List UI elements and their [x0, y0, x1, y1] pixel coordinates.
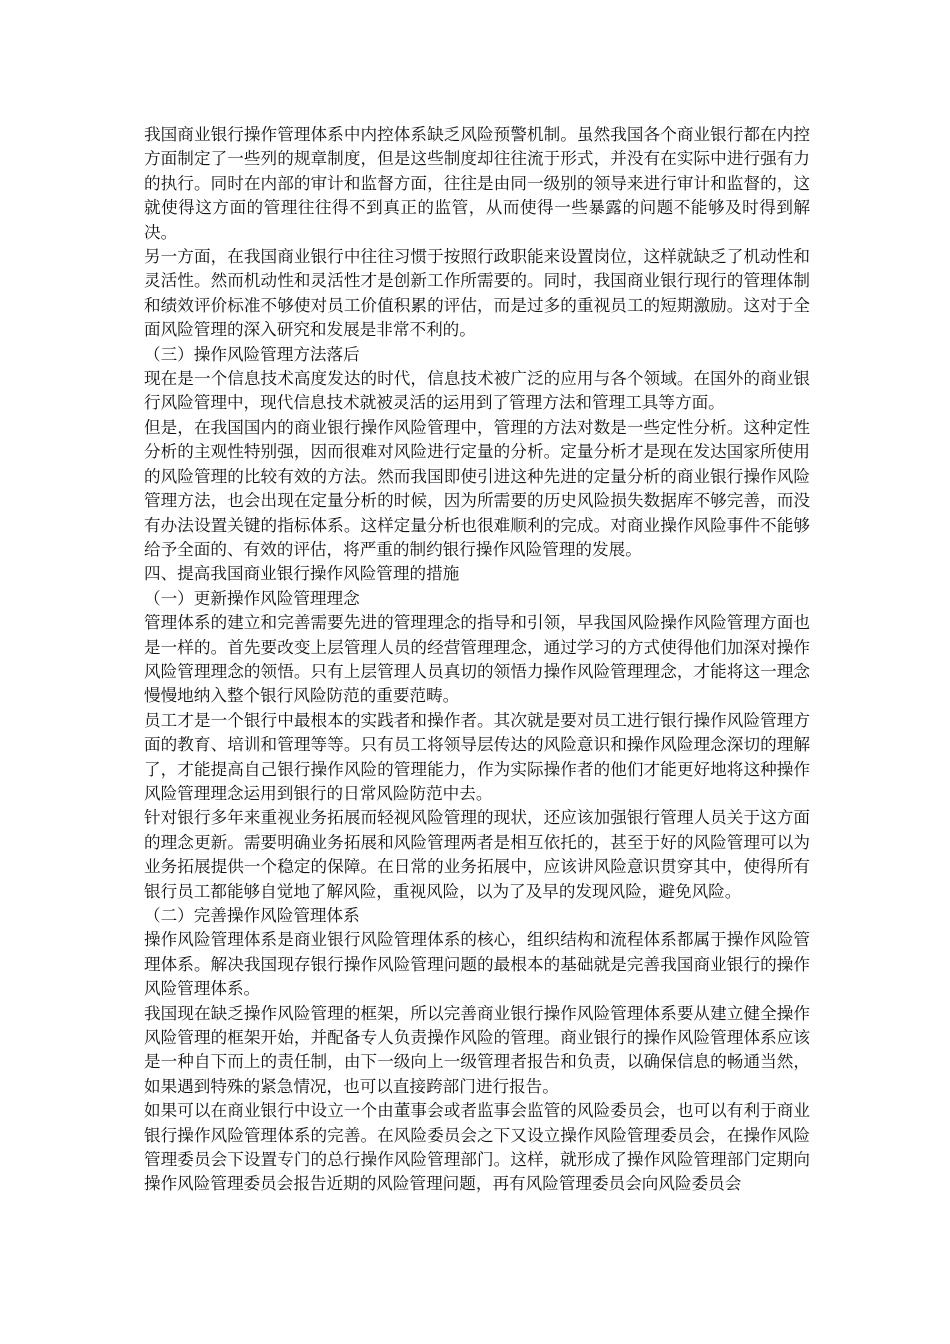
document-body — [144, 123, 810, 1197]
paragraph-business-expansion: 针对银行多年来重视业务拓展而轻视风险管理的现状，还应该加强银行管理人员关于这方面的理念更新。需要明确业务拓展和风险管理两者是相互依托的，甚至于好的风险管理可以为业务拓展提供一个稳定的保障。在日常的业务拓展中，应该讲风险意识贯穿其中，使得所有银行员工都能够自觉地了解风险，重视风险，以为了及早的发现风险，避免风险。 — [144, 808, 810, 901]
heading-method-backward: （三）操作风险管理方法落后 — [144, 344, 360, 364]
paragraph-management-concept: 管理体系的建立和完善需要先进的管理理念的指导和引领，早我国风险操作风险管理方面也是一样的。首先要改变上层管理人员的经营管理理念，通过学习的方式使得他们加深对操作风险管理理念的领悟。只有上层管理人员真切的领悟力操作风险管理理念，才能将这一理念慢慢地纳入整个银行风险防范的重要范畴。 — [144, 613, 810, 706]
paragraph-framework: 我国现在缺乏操作风险管理的框架，所以完善商业银行操作风险管理体系要从建立健全操作风险管理的框架开始，并配备专人负责操作风险的管理。商业银行的操作风险管理体系应该是一种自下而上的责任制，由下一级向上一级管理者报告和负责，以确保信息的畅通当然，如果遇到特殊的紧急情况，也可以直接跨部门进行报告。 — [144, 1003, 810, 1096]
paragraph-risk-committee: 如果可以在商业银行中设立一个由董事会或者监事会监管的风险委员会，也可以有利于商业银行操作风险管理体系的完善。在风险委员会之下又设立操作风险管理委员会，在操作风险管理委员会下设置专门的总行操作风险管理部门。这样，就形成了操作风险管理部门定期向操作风险管理委员会报告近期的风险管理问题，再有风险管理委员会向风险委员会 — [144, 1101, 810, 1194]
paragraph-staff-training: 员工才是一个银行中最根本的实践者和操作者。其次就是要对员工进行银行操作风险管理方面的教育、培训和管理等等。只有员工将领导层传达的风险意识和操作风险理念深切的理解了，才能提高自己银行操作风险的管理能力，作为实际操作者的他们才能更好地将这种操作风险管理理念运用到银行的日常风险防范中去。 — [144, 710, 810, 803]
heading-update-concept: （一）更新操作风险管理理念 — [144, 588, 360, 608]
paragraph-information-technology: 现在是一个信息技术高度发达的时代，信息技术被广泛的应用与各个领域。在国外的商业银行风险管理中，现代信息技术就被灵活的运用到了管理方法和管理工具等方面。 — [144, 369, 810, 413]
paragraph-job-setting: 另一方面，在我国商业银行中往往习惯于按照行政职能来设置岗位，这样就缺乏了机动性和灵活性。然而机动性和灵活性才是创新工作所需要的。同时，我国商业银行现行的管理体制和绩效评价标准不够使对员工价值积累的评估，而是过多的重视员工的短期激励。这对于全面风险管理的深入研究和发展是非常不利的。 — [144, 247, 810, 340]
paragraph-system-core: 操作风险管理体系是商业银行风险管理体系的核心，组织结构和流程体系都属于操作风险管理体系。解决我国现存银行操作风险管理问题的最根本的基础就是完善我国商业银行的操作风险管理体系。 — [144, 930, 810, 999]
paragraph-internal-control: 我国商业银行操作管理体系中内控体系缺乏风险预警机制。虽然我国各个商业银行都在内控方面制定了一些列的规章制度，但是这些制度却往往流于形式，并没有在实际中进行强有力的执行。同时在内部的审计和监督方面，往往是由同一级别的领导来进行审计和监督的，这就使得这方面的管理往往得不到真正的监管，从而使得一些暴露的问题不能够及时得到解决。 — [144, 125, 810, 242]
paragraph-qualitative-analysis: 但是，在我国国内的商业银行操作风险管理中，管理的方法对数是一些定性分析。这种定性分析的主观性特别强，因而很难对风险进行定量的分析。定量分析才是现在发达国家所使用的风险管理的比较有效的方法。然而我国即使引进这种先进的定量分析的商业银行操作风险管理方法，也会出现在定量分析的时候，因为所需要的历史风险损失数据库不够完善，而没有办法设置关键的指标体系。这样定量分析也很难顺利的完成。对商业操作风险事件不能够给予全面的、有效的评估，将严重的制约银行操作风险管理的发展。 — [144, 417, 810, 559]
heading-measures: 四、提高我国商业银行操作风险管理的措施 — [144, 564, 460, 584]
heading-improve-system: （二）完善操作风险管理体系 — [144, 906, 360, 925]
